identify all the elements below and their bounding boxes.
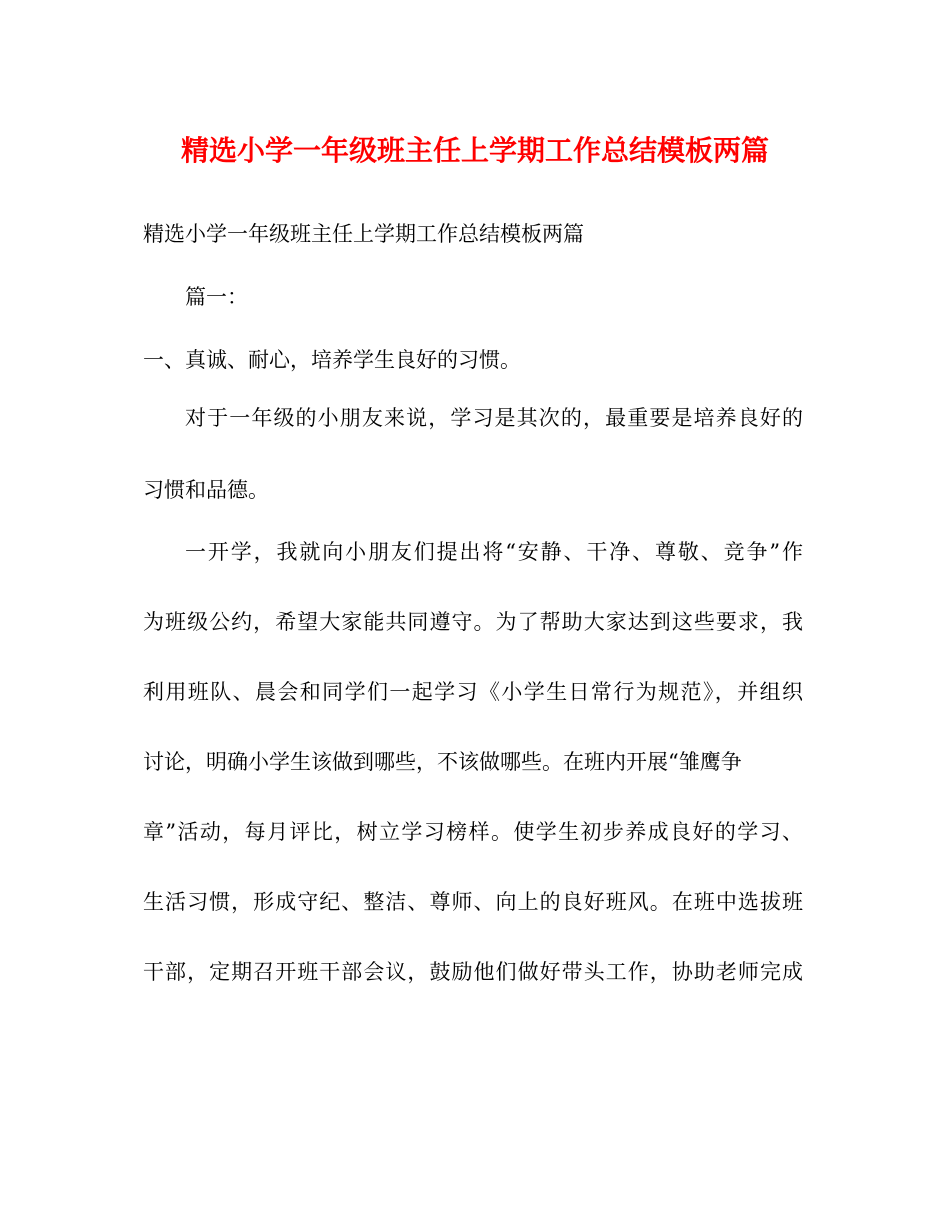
part-label: 篇一： [185,285,248,309]
paragraph-line: 为班级公约，希望大家能共同遵守。为了帮助大家达到这些要求，我 [143,610,803,634]
section-heading: 一、真诚、耐心，培养学生良好的习惯。 [143,348,521,372]
paragraph-line: 干部，定期召开班干部会议，鼓励他们做好带头工作，协助老师完成 [143,960,803,984]
paragraph-line: 一开学，我就向小朋友们提出将“安静、干净、尊敬、竞争”作 [185,540,803,564]
paragraph-line: 习惯和品德。 [143,478,269,502]
paragraph-line: 利用班队、晨会和同学们一起学习《小学生日常行为规范》，并组织 [143,680,803,704]
paragraph-line: 生活习惯，形成守纪、整洁、尊师、向上的良好班风。在班中选拔班 [143,890,803,914]
document-subtitle: 精选小学一年级班主任上学期工作总结模板两篇 [143,222,584,246]
paragraph-line: 讨论，明确小学生该做到哪些，不该做哪些。在班内开展“雏鹰争 [143,750,742,774]
document-title: 精选小学一年级班主任上学期工作总结模板两篇 [180,134,769,167]
paragraph-line: 对于一年级的小朋友来说，学习是其次的，最重要是培养良好的 [185,406,803,430]
paragraph-line: 章”活动，每月评比，树立学习榜样。使学生初步养成良好的学习、 [143,820,803,844]
